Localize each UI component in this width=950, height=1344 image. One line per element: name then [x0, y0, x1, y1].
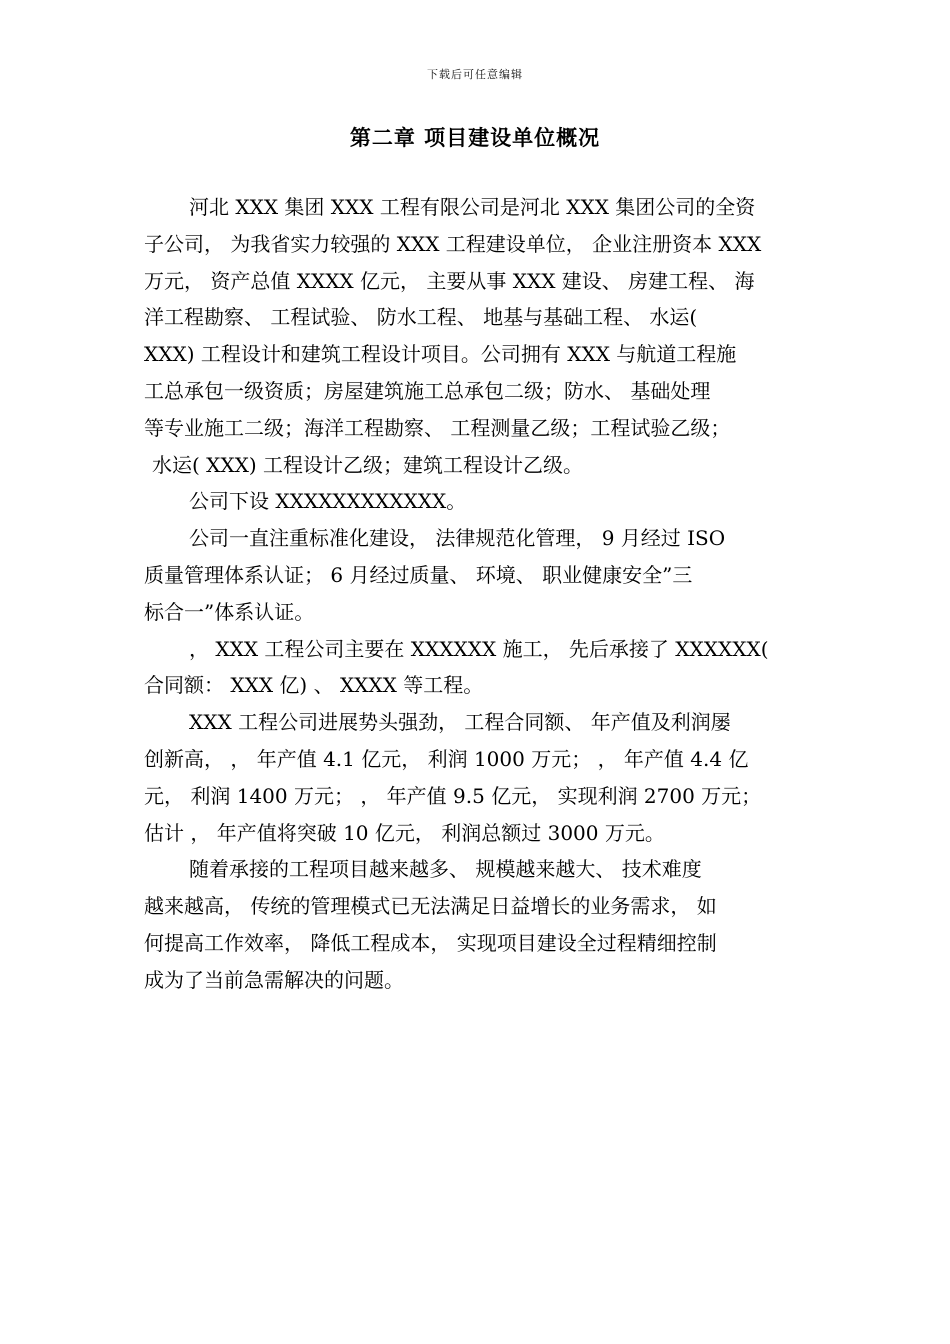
text-line: 标合一”体系认证。 — [144, 599, 315, 624]
text-line: 工总承包一级资质；房屋建筑施工总承包二级；防水、 基础处理 — [144, 378, 711, 403]
text-line: XXX 工程公司进展势头强劲， 工程合同额、 年产值及利润屡 — [189, 710, 731, 735]
paragraph-company-profile — [144, 189, 808, 483]
paragraph-projects — [144, 631, 808, 705]
document-body — [144, 189, 808, 999]
text-line: 越来越高， 传统的管理模式已无法满足日益增长的业务需求， 如 — [144, 894, 717, 919]
text-line: 子公司， 为我省实力较强的 XXX 工程建设单位， 企业注册资本 XXX — [144, 231, 762, 256]
text-line: 等专业施工二级；海洋工程勘察、 工程测量乙级；工程试验乙级； — [144, 415, 731, 440]
text-line: 元， 利润 1400 万元； ， 年产值 9.5 亿元， 实现利润 2700 万元； — [144, 783, 762, 808]
text-line: 水运( XXX) 工程设计乙级；建筑工程设计乙级。 — [152, 452, 584, 477]
text-line: ， XXX 工程公司主要在 XXXXXX 施工， 先后承接了 XXXXXX( — [189, 636, 769, 661]
text-line: 公司下设 XXXXXXXXXXXX。 — [189, 489, 467, 514]
paragraph-certification — [144, 520, 808, 630]
text-line: 万元， 资产总值 XXXX 亿元， 主要从事 XXX 建设、 房建工程、 海 — [144, 268, 755, 293]
text-line: 何提高工作效率， 降低工程成本， 实现项目建设全过程精细控制 — [144, 930, 717, 955]
paragraph-challenges — [144, 851, 808, 998]
text-line: 合同额： XXX 亿) 、 XXXX 等工程。 — [144, 673, 484, 698]
text-line: 公司一直注重标准化建设， 法律规范化管理， 9 月经过 ISO — [189, 526, 726, 551]
paragraph-subsidiaries — [144, 483, 808, 520]
header-note: 下载后可任意编辑 — [427, 68, 523, 81]
text-line: 河北 XXX 集团 XXX 工程有限公司是河北 XXX 集团公司的全资 — [189, 195, 756, 219]
text-line: 质量管理体系认证； 6 月经过质量、 环境、 职业健康安全”三 — [144, 562, 693, 587]
text-line: 随着承接的工程项目越来越多、 规模越来越大、 技术难度 — [189, 857, 702, 882]
text-line: 洋工程勘察、 工程试验、 防水工程、 地基与基础工程、 水运( — [144, 305, 698, 330]
text-line: 创新高， ， 年产值 4.1 亿元， 利润 1000 万元； ， 年产值 4.4 亿 — [144, 746, 749, 771]
text-line: XXX) 工程设计和建筑工程设计项目。公司拥有 XXX 与航道工程施 — [144, 342, 737, 367]
paragraph-growth — [144, 704, 808, 851]
text-line: 估计 ， 年产值将突破 10 亿元， 利润总额过 3000 万元。 — [144, 820, 665, 845]
text-line: 成为了当前急需解决的问题。 — [144, 967, 404, 992]
chapter-title: 第二章 项目建设单位概况 — [349, 126, 601, 150]
